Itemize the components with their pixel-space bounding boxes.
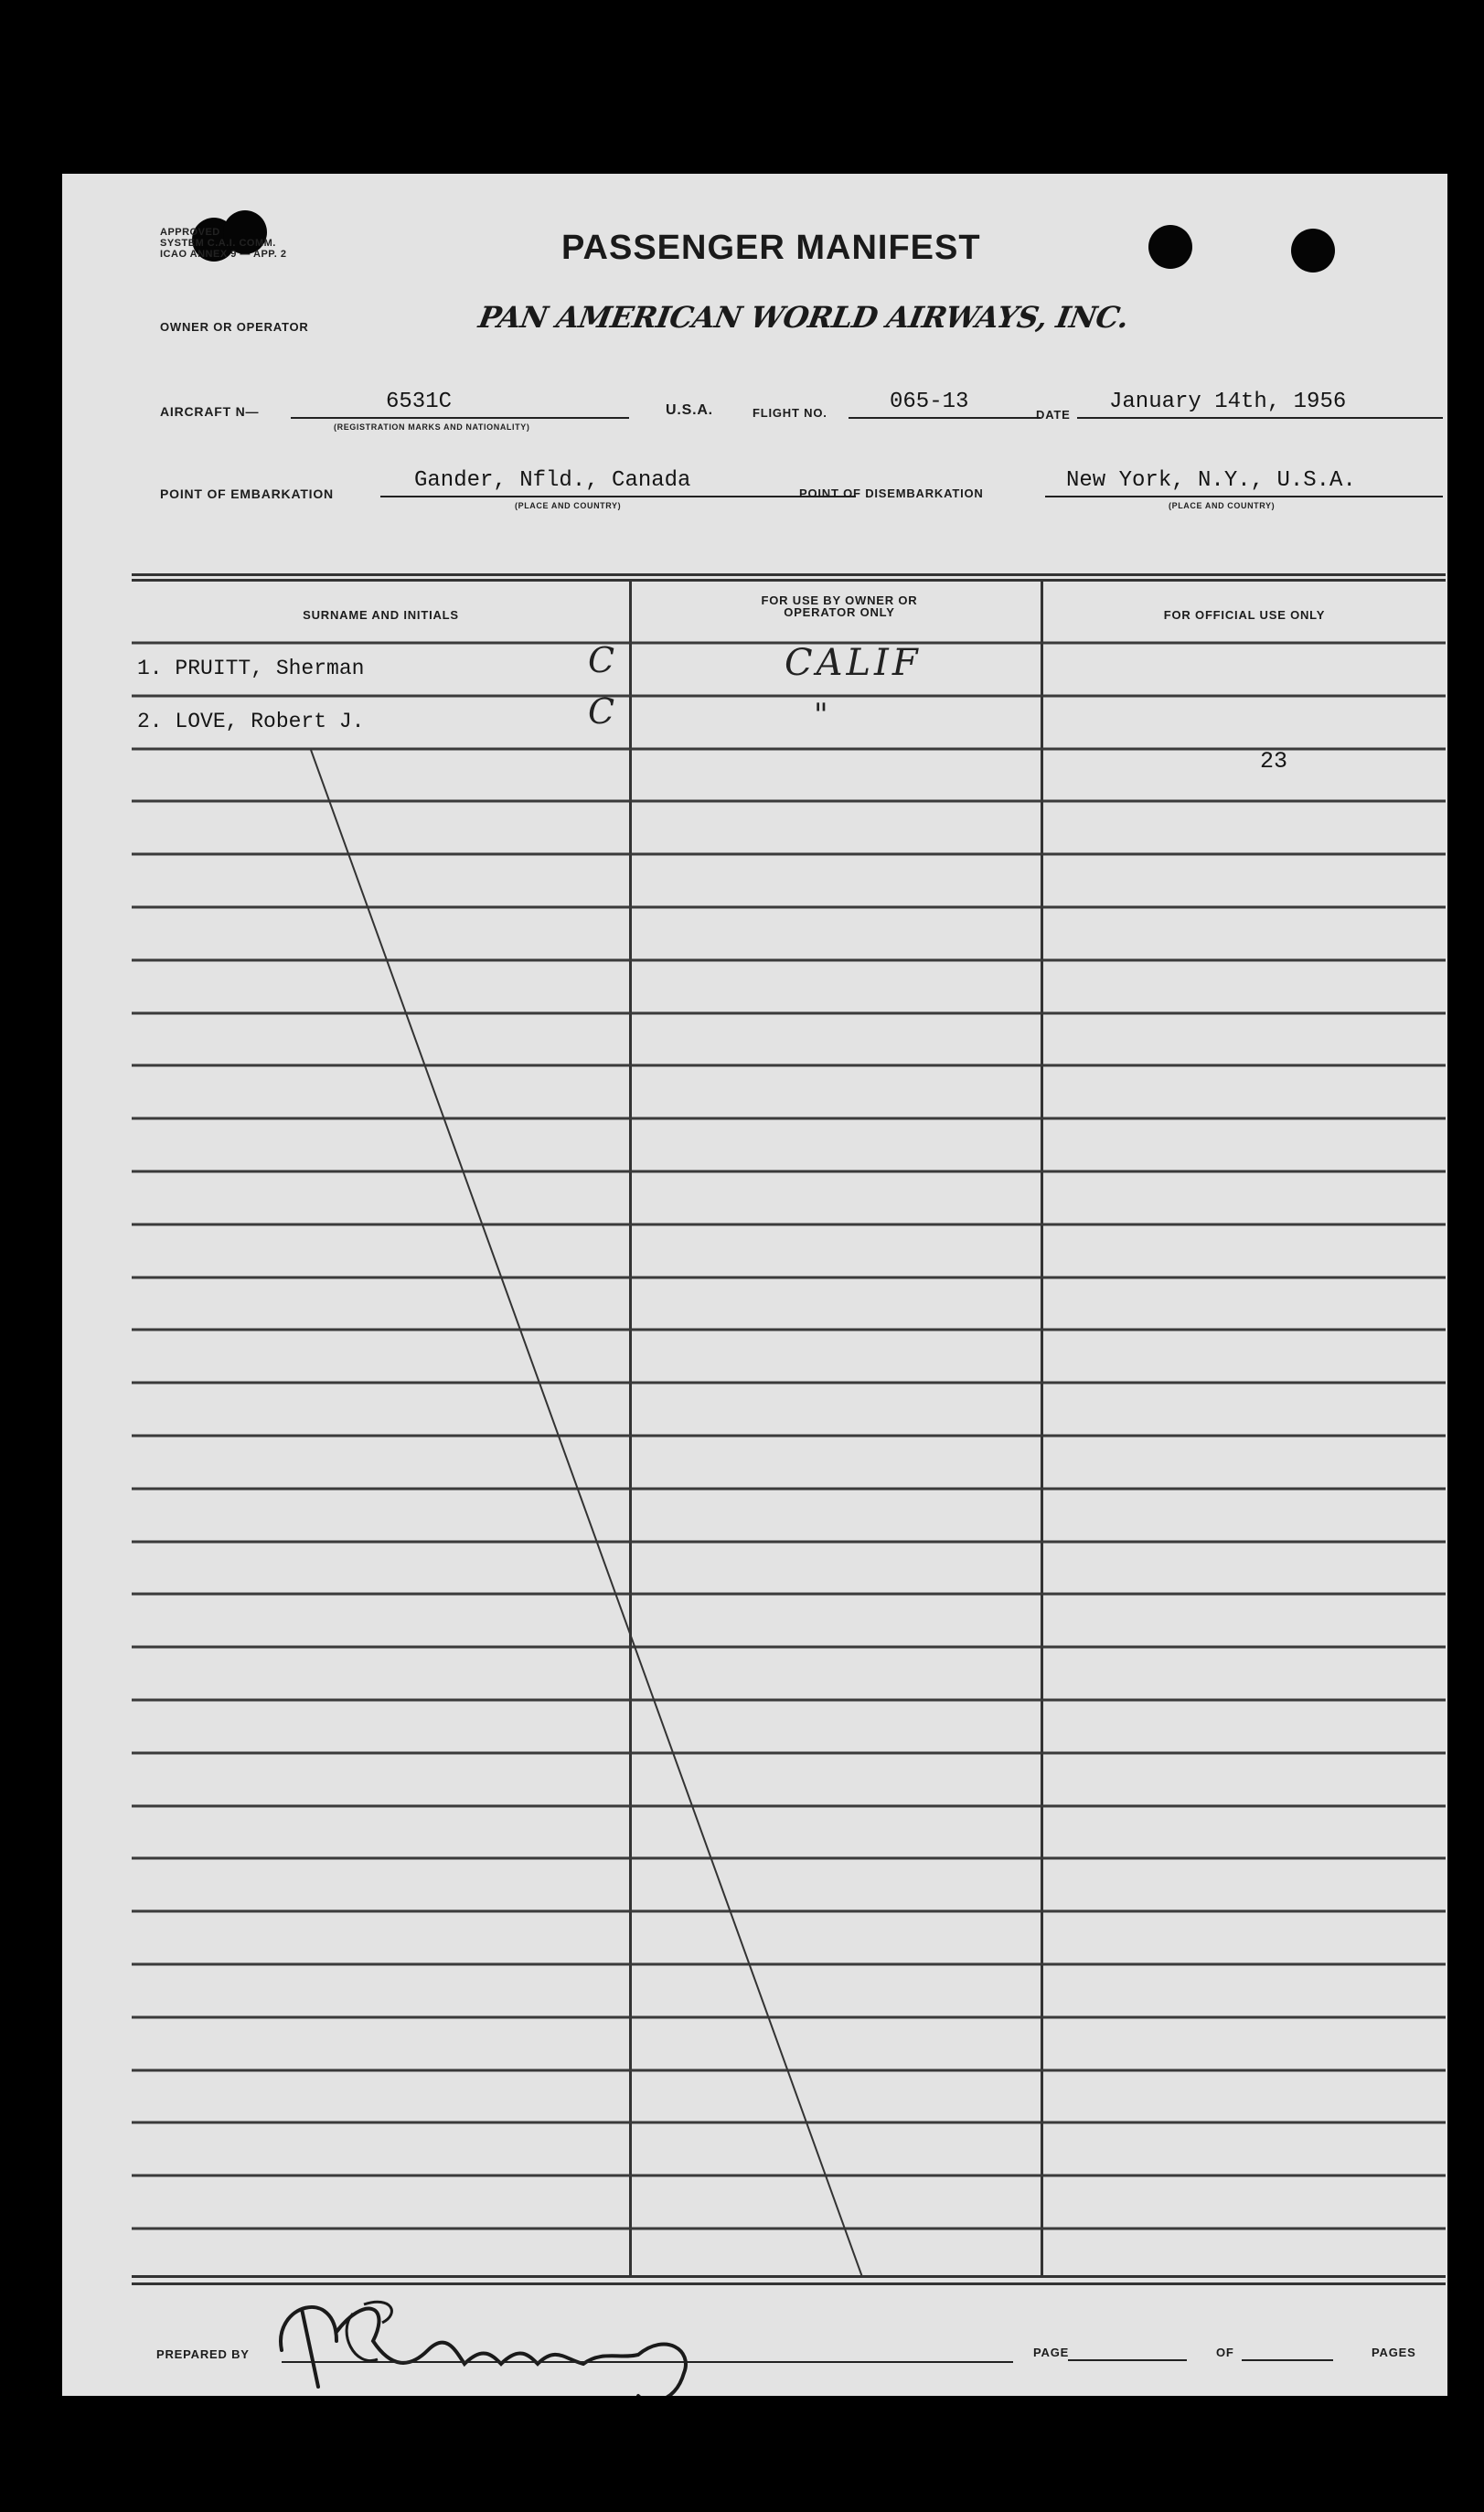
passenger-name: 1. PRUITT, Sherman: [137, 657, 365, 680]
approval-line: APPROVED: [160, 227, 220, 238]
column-header-official: FOR OFFICIAL USE ONLY: [1163, 608, 1326, 622]
of-label: OF: [1216, 2346, 1234, 2359]
disembarkation-label: POINT OF DISEMBARKATION: [799, 486, 984, 500]
registration-caption: (REGISTRATION MARKS AND NATIONALITY): [334, 422, 530, 432]
aircraft-registration: 6531C: [386, 390, 453, 414]
flight-label: FLIGHT NO.: [753, 406, 827, 420]
table-bottom-rule: [132, 2275, 1446, 2278]
embarkation-label: POINT OF EMBARKATION: [160, 486, 334, 501]
flight-number: 065-13: [890, 390, 969, 414]
approval-line: SYSTEM C.A.I. COMM.: [160, 238, 276, 249]
table-bottom-rule: [132, 2282, 1446, 2285]
prepared-by-underline: [282, 2361, 1013, 2363]
status-mark: C: [588, 640, 615, 680]
manifest-page: [62, 174, 1447, 2396]
embarkation-caption: (PLACE AND COUNTRY): [515, 501, 622, 510]
passenger-name: 2. LOVE, Robert J.: [137, 710, 365, 733]
disembarkation-caption: (PLACE AND COUNTRY): [1169, 501, 1276, 510]
page-underline: [1068, 2359, 1187, 2361]
operator-note: ": [814, 697, 828, 733]
prepared-by-label: PREPARED BY: [156, 2347, 250, 2361]
operator-note: CALIF: [785, 642, 922, 684]
aircraft-label: AIRCRAFT N—: [160, 404, 260, 419]
owner-name: PAN AMERICAN WORLD AIRWAYS, INC.: [475, 300, 1132, 335]
of-underline: [1242, 2359, 1333, 2361]
nationality-text: U.S.A.: [666, 402, 713, 418]
ruled-lines-overlay: [62, 174, 1447, 2396]
official-number: 23: [1260, 748, 1288, 775]
column-header-operator: FOR USE BY OWNER OR OPERATOR ONLY: [761, 593, 918, 619]
owner-label: OWNER OR OPERATOR: [160, 320, 309, 334]
signature: [281, 2307, 686, 2396]
page-label: PAGE: [1033, 2346, 1070, 2359]
signature-initials: [347, 2302, 391, 2360]
cancel-slash: [311, 750, 862, 2277]
column-header-name: SURNAME AND INITIALS: [303, 608, 459, 622]
status-mark: C: [588, 691, 615, 732]
approval-line: ICAO ANNEX 9 — APP. 2: [160, 249, 287, 260]
disembarkation-value: New York, N.Y., U.S.A.: [1066, 468, 1356, 493]
pages-label: PAGES: [1372, 2346, 1416, 2359]
date-label: DATE: [1036, 408, 1071, 422]
page-title: PASSENGER MANIFEST: [561, 229, 981, 267]
date-value: January 14th, 1956: [1109, 390, 1347, 414]
embarkation-value: Gander, Nfld., Canada: [414, 468, 691, 493]
